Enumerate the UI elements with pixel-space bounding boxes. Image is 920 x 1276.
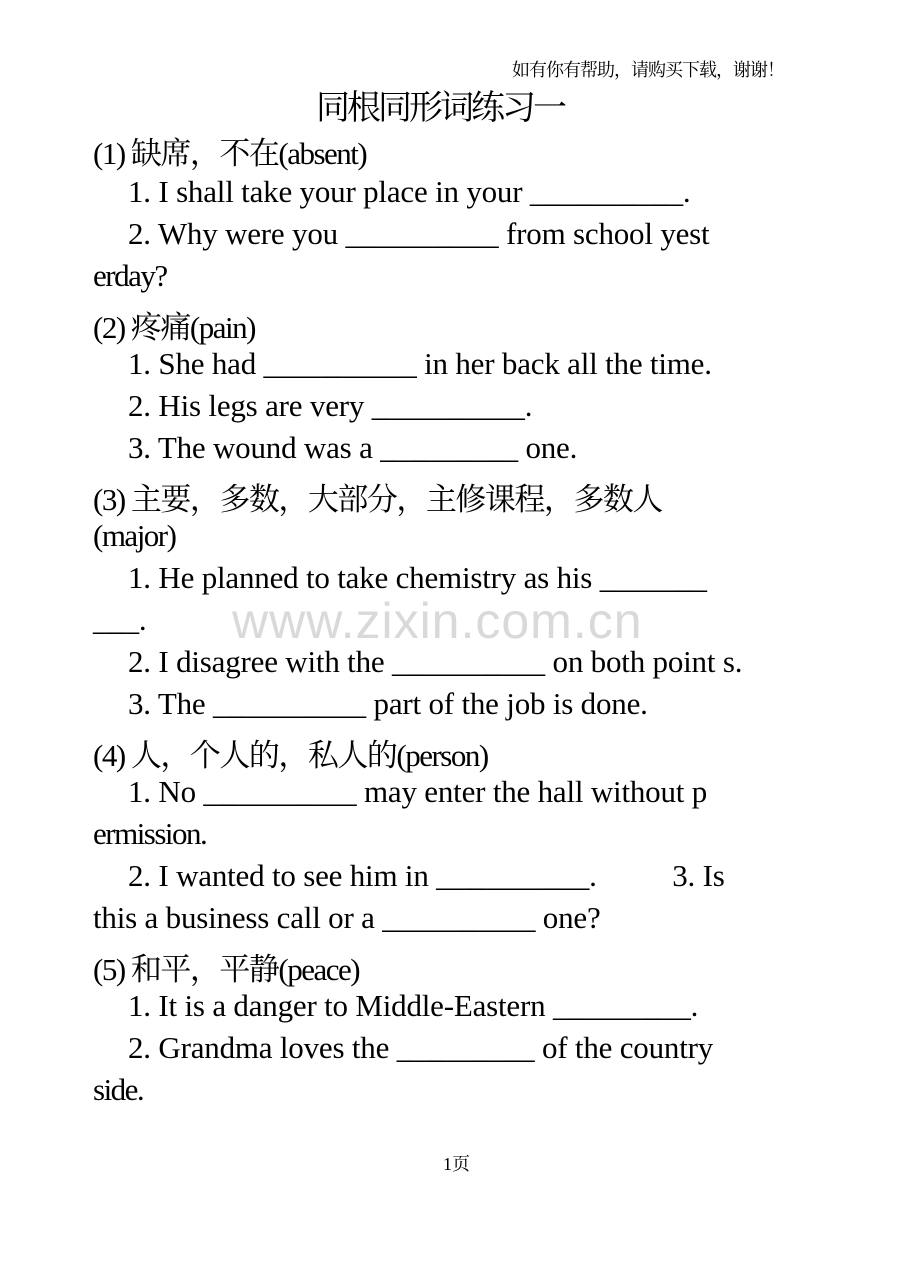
exercise-line: 3. The wound was a _________ one.: [128, 430, 578, 465]
exercise-line: 2. His legs are very __________.: [128, 388, 533, 423]
exercise-line-continuation: ermission.: [93, 816, 207, 851]
exercise-line: 1. He planned to take chemistry as his _______: [128, 560, 707, 595]
exercise-line: 1. I shall take your place in your __________.: [128, 174, 691, 209]
exercise-line-continuation: side.: [93, 1072, 144, 1107]
exercise-line: 1. She had __________ in her back all the time.: [128, 346, 712, 381]
section-heading-2: (2) 疼痛(pain): [93, 310, 255, 345]
exercise-line: 2. Why were you __________ from school yest: [128, 216, 710, 251]
section-heading-3-continuation: (major): [93, 518, 176, 553]
section-heading-3: (3) 主要，多数，大部分，主修课程，多数人: [93, 482, 662, 517]
section-heading-1: (1) 缺席，不在(absent): [93, 136, 367, 171]
exercise-line: 2. I disagree with the __________ on both point s.: [128, 644, 743, 679]
section-heading-4: (4) 人，个人的，私人的(person): [93, 738, 488, 773]
exercise-line-continuation: erday?: [93, 258, 167, 293]
header-note: 如有你有帮助，请购买下载，谢谢！: [512, 60, 784, 80]
page-title: 同根同形词练习一: [316, 90, 564, 127]
exercise-line: 1. It is a danger to Middle-Eastern _________.: [128, 988, 699, 1023]
watermark: www.zixin.com.cn: [232, 593, 643, 649]
exercise-line: 2. Grandma loves the _________ of the country: [128, 1030, 714, 1065]
section-heading-5: (5) 和平，平静(peace): [93, 952, 360, 987]
exercise-line: 1. No __________ may enter the hall without p: [128, 774, 708, 809]
exercise-line-continuation: ___.: [93, 602, 147, 637]
exercise-line: 3. The __________ part of the job is done.: [128, 686, 648, 721]
exercise-line-continuation: this a business call or a __________ one?: [93, 900, 601, 935]
page-number: 1页: [443, 1154, 470, 1174]
exercise-line: 2. I wanted to see him in __________. 3. Is: [128, 858, 725, 893]
